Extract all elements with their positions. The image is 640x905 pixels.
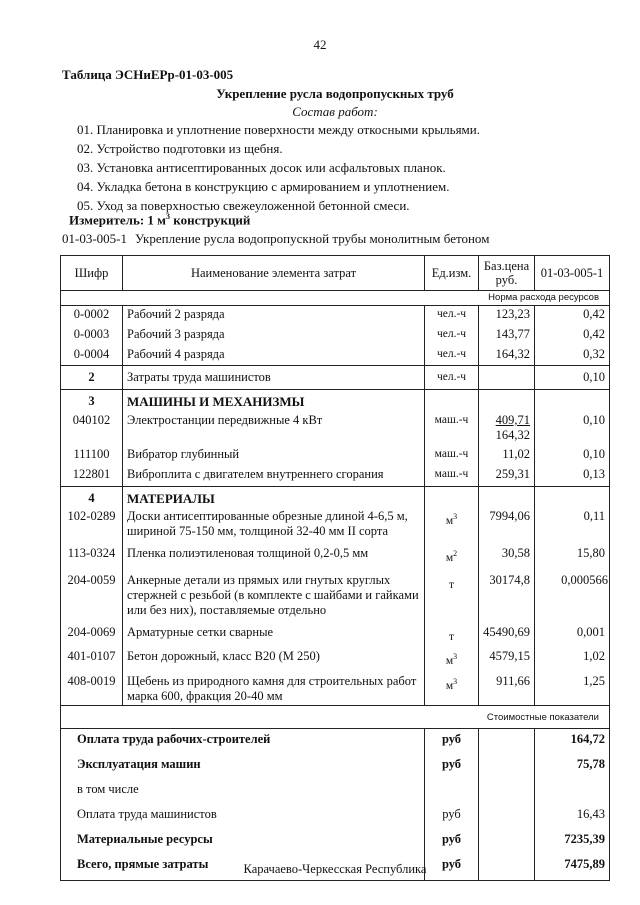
header-name: Наименование элемента затрат bbox=[123, 256, 425, 291]
table-row: 113-0324 Пленка полиэтиленовая толщиной 0,2-0,5 мм $м^2$ 30,58 15,80 bbox=[61, 540, 610, 567]
table-row: 204-0069 Арматурные сетки сварные т 45490,69 0,001 bbox=[61, 619, 610, 646]
item-line bbox=[62, 231, 489, 247]
header-code: Шифр bbox=[61, 256, 123, 291]
table-row: 122801 Виброплита с двигателем внутреннего сгорания маш.-ч 259,31 0,13 bbox=[61, 463, 610, 487]
composition-label: Состав работ: bbox=[292, 104, 378, 119]
table-header-row bbox=[61, 256, 610, 291]
cost-row bbox=[61, 706, 610, 729]
summary-row: Оплата труда рабочих-строителей руб 164,72 bbox=[61, 729, 610, 753]
page-number: 42 bbox=[313, 37, 327, 52]
table-row: 0-0003 Рабочий 3 разряда чел.-ч 143,77 0,42 bbox=[61, 323, 610, 343]
work-item: 03. Установка антисептированных досок или асфальтовых планок. bbox=[77, 160, 446, 175]
norm-label: Норма расхода ресурсов bbox=[61, 291, 610, 306]
table-row: 0-0004 Рабочий 4 разряда чел.-ч 164,32 0,32 bbox=[61, 343, 610, 366]
item-text: Укрепление русла водопропускной трубы монолитным бетоном bbox=[135, 231, 490, 246]
machines-section-row: 3 МАШИНЫ И МЕХАНИЗМЫ bbox=[61, 390, 610, 411]
work-item: 01. Планировка и уплотнение поверхности между откосными крыльями. bbox=[77, 122, 480, 137]
summary-row: в том числе bbox=[61, 777, 610, 802]
summary-row: Всего, прямые затраты руб 7475,89 bbox=[61, 852, 610, 881]
table-row: 401-0107 Бетон дорожный, класс В20 (М 250) $м^3$ 4579,15 1,02 bbox=[61, 646, 610, 670]
machine-labor-row: 2 Затраты труда машинистов чел.-ч 0,10 bbox=[61, 366, 610, 390]
table-row: 102-0289 Доски антисептированные обрезные длиной 4-6,5 м, шириной 75-150 мм, толщиной 32-40 мм II сорта $м^3$ 7994,06 0,11 bbox=[61, 507, 610, 540]
cost-label: Стоимостные показатели bbox=[61, 706, 610, 729]
header-rate: 01-03-005-1 bbox=[535, 256, 610, 291]
table-row: 408-0019 Щебень из природного камня для строительных работ марка 600, фракция 20-40 мм $м^3$ 911,66 1,25 bbox=[61, 669, 610, 706]
summary-row: Материальные ресурсы руб 7235,39 bbox=[61, 827, 610, 852]
works-list bbox=[77, 120, 480, 215]
resource-table bbox=[60, 255, 610, 881]
table-row: 040102 Электростанции передвижные 4 кВт маш.-ч 409,71 164,32 0,10 bbox=[61, 410, 610, 444]
table-row: 0-0002 Рабочий 2 разряда чел.-ч 123,23 0,42 bbox=[61, 306, 610, 324]
table-row: 111100 Вибратор глубинный маш.-ч 11,02 0,10 bbox=[61, 444, 610, 463]
table-row: 204-0059 Анкерные детали из прямых или гнутых круглых стержней с резьбой (в комплекте с шайбами и гайками или без них), поставляемые отдельно т 30174,8 0,000566 bbox=[61, 567, 610, 619]
page-footer: Карачаево-Черкесская Республика bbox=[243, 862, 427, 876]
work-item: 04. Укладка бетона в конструкцию с армированием и уплотнением. bbox=[77, 179, 450, 194]
header-price: Баз.цена руб. bbox=[479, 256, 535, 291]
summary-row: Эксплуатация машин руб 75,78 bbox=[61, 752, 610, 777]
header-unit: Ед.изм. bbox=[425, 256, 479, 291]
price-current: 409,71 bbox=[495, 413, 530, 427]
measure-line: Измеритель: 1 $м^3$ конструкций bbox=[69, 212, 251, 228]
work-item: 05. Уход за поверхностью свежеуложенной бетонной смеси. bbox=[77, 198, 410, 213]
item-code: 01-03-005-1 bbox=[62, 231, 127, 246]
table-subtitle: Укрепление русла водопропускных труб bbox=[216, 86, 454, 101]
summary-row: Оплата труда машинистов руб 16,43 bbox=[61, 802, 610, 827]
norm-row bbox=[61, 291, 610, 306]
work-item: 02. Устройство подготовки из щебня. bbox=[77, 141, 283, 156]
materials-section-row: 4 МАТЕРИАЛЫ bbox=[61, 487, 610, 508]
table-title: Таблица ЭСНиЕРр-01-03-005 bbox=[62, 67, 234, 82]
price-alt: 164,32 bbox=[495, 428, 530, 442]
